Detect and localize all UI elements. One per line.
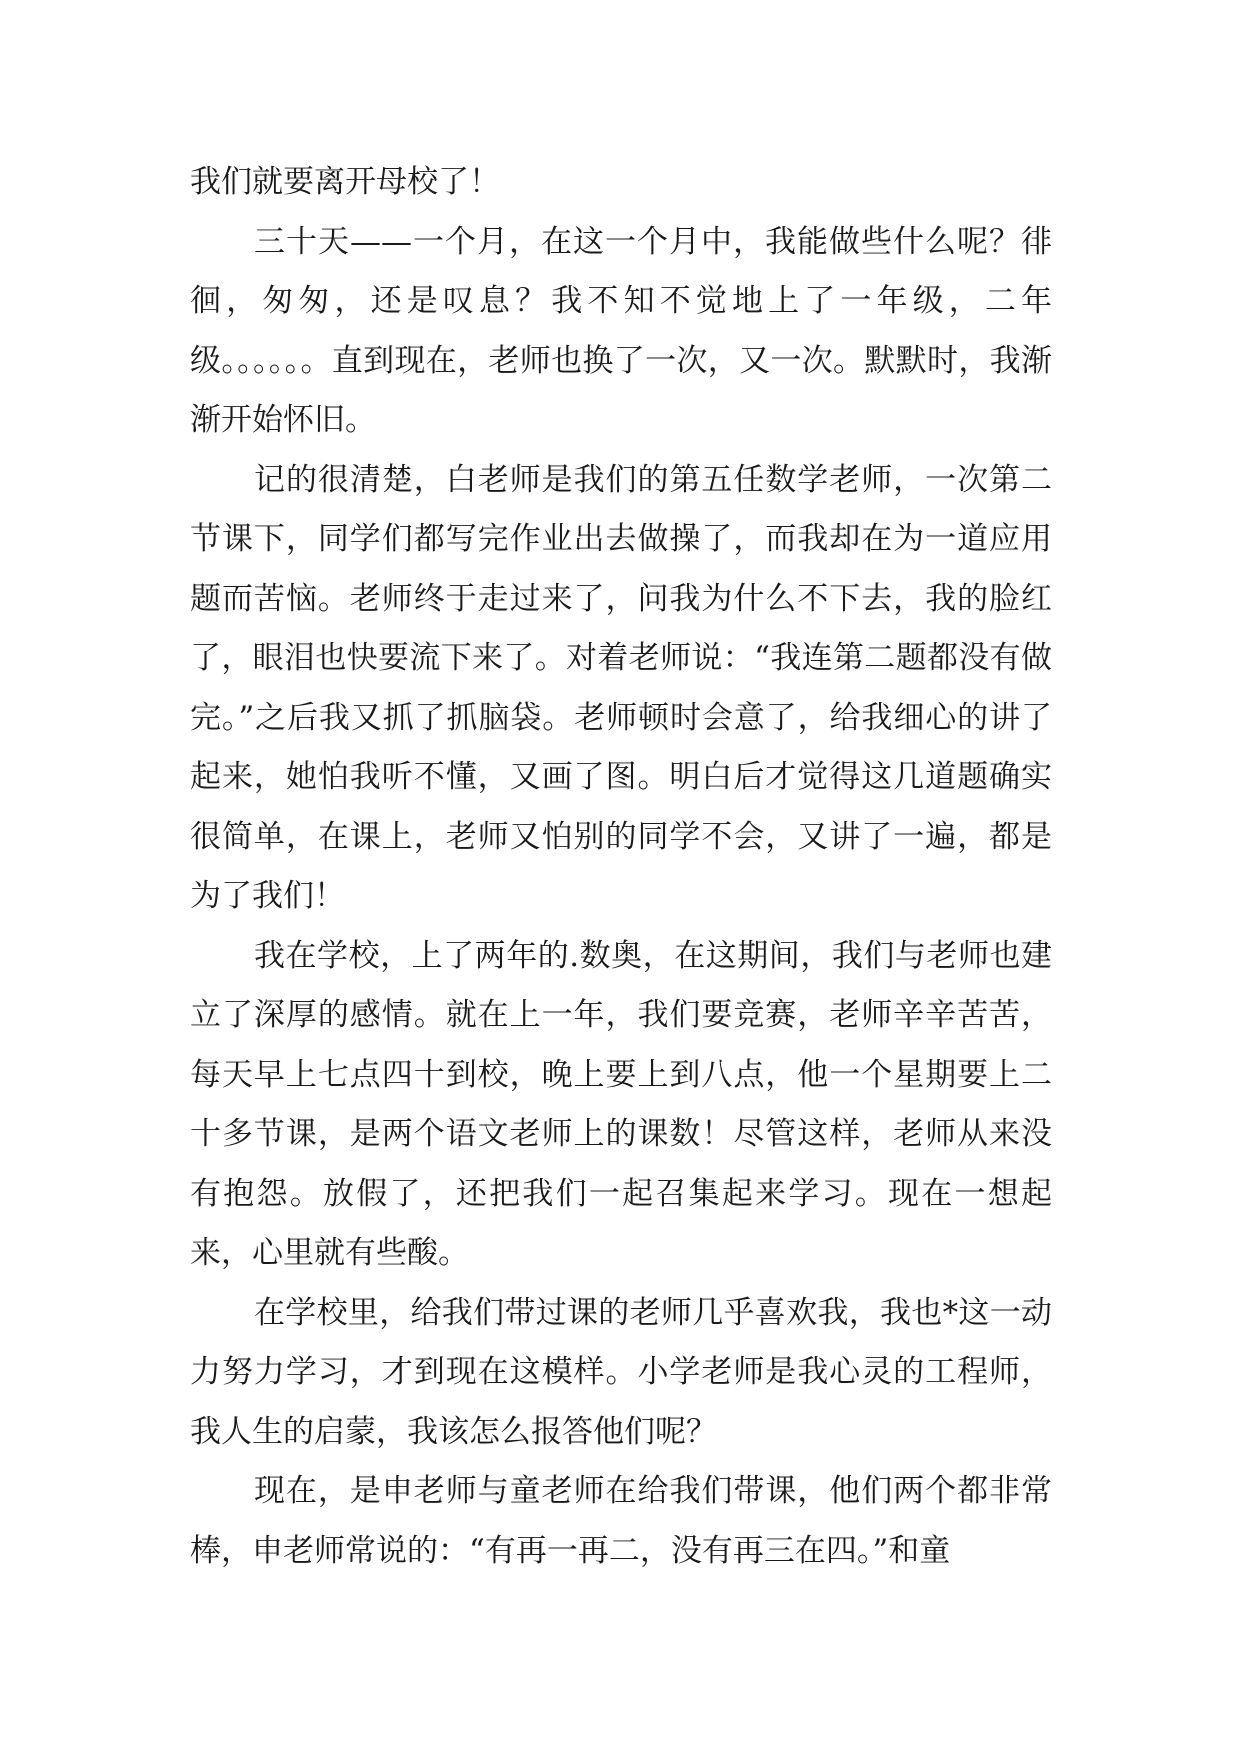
paragraph-math-olympiad: 我在学校，上了两年的.数奥，在这期间，我们与老师也建立了深厚的感情。就在上一年，我们要竞赛，老师辛辛苦苦，每天早上七点四十到校，晚上要上到八点，他一个星期要上二十多节课，是两个语文老师上的课数！尽管这样，老师从来没有抱怨。放假了，还把我们一起召集起来学习。现在一想起来，心里就有些酸。 <box>190 937 1052 1271</box>
essay-body <box>190 153 1052 1581</box>
paragraph-current-teachers: 现在，是申老师与童老师在给我们带课，他们两个都非常棒，申老师常说的：“有再一再二，没有再三在四。”和童 <box>190 1473 1052 1569</box>
paragraph-continuation: 我们就要离开母校了！ <box>190 164 500 200</box>
paragraph-thirty-days: 三十天——一个月，在这一个月中，我能做些什么呢？徘徊，匆匆，还是叹息？我不知不觉地上了一年级，二年级。。。。。。直到现在，老师也换了一次，又一次。默默时，我渐渐开始怀旧。 <box>190 223 1052 438</box>
paragraph-math-teacher: 记的很清楚，白老师是我们的第五任数学老师，一次第二节课下，同学们都写完作业出去做操了，而我却在为一道应用题而苦恼。老师终于走过来了，问我为什么不下去，我的脸红了，眼泪也快要流下来了。对着老师说：“我连第二题都没有做完。”之后我又抓了抓脑袋。老师顿时会意了，给我细心的讲了起来，她怕我听不懂，又画了图。明白后才觉得这几道题确实很简单，在课上，老师又怕别的同学不会，又讲了一遍，都是为了我们！ <box>190 461 1052 914</box>
paragraph-teachers-like-me: 在学校里，给我们带过课的老师几乎喜欢我，我也*这一动力努力学习，才到现在这模样。小学老师是我心灵的工程师，我人生的启蒙，我该怎么报答他们呢？ <box>190 1294 1052 1450</box>
